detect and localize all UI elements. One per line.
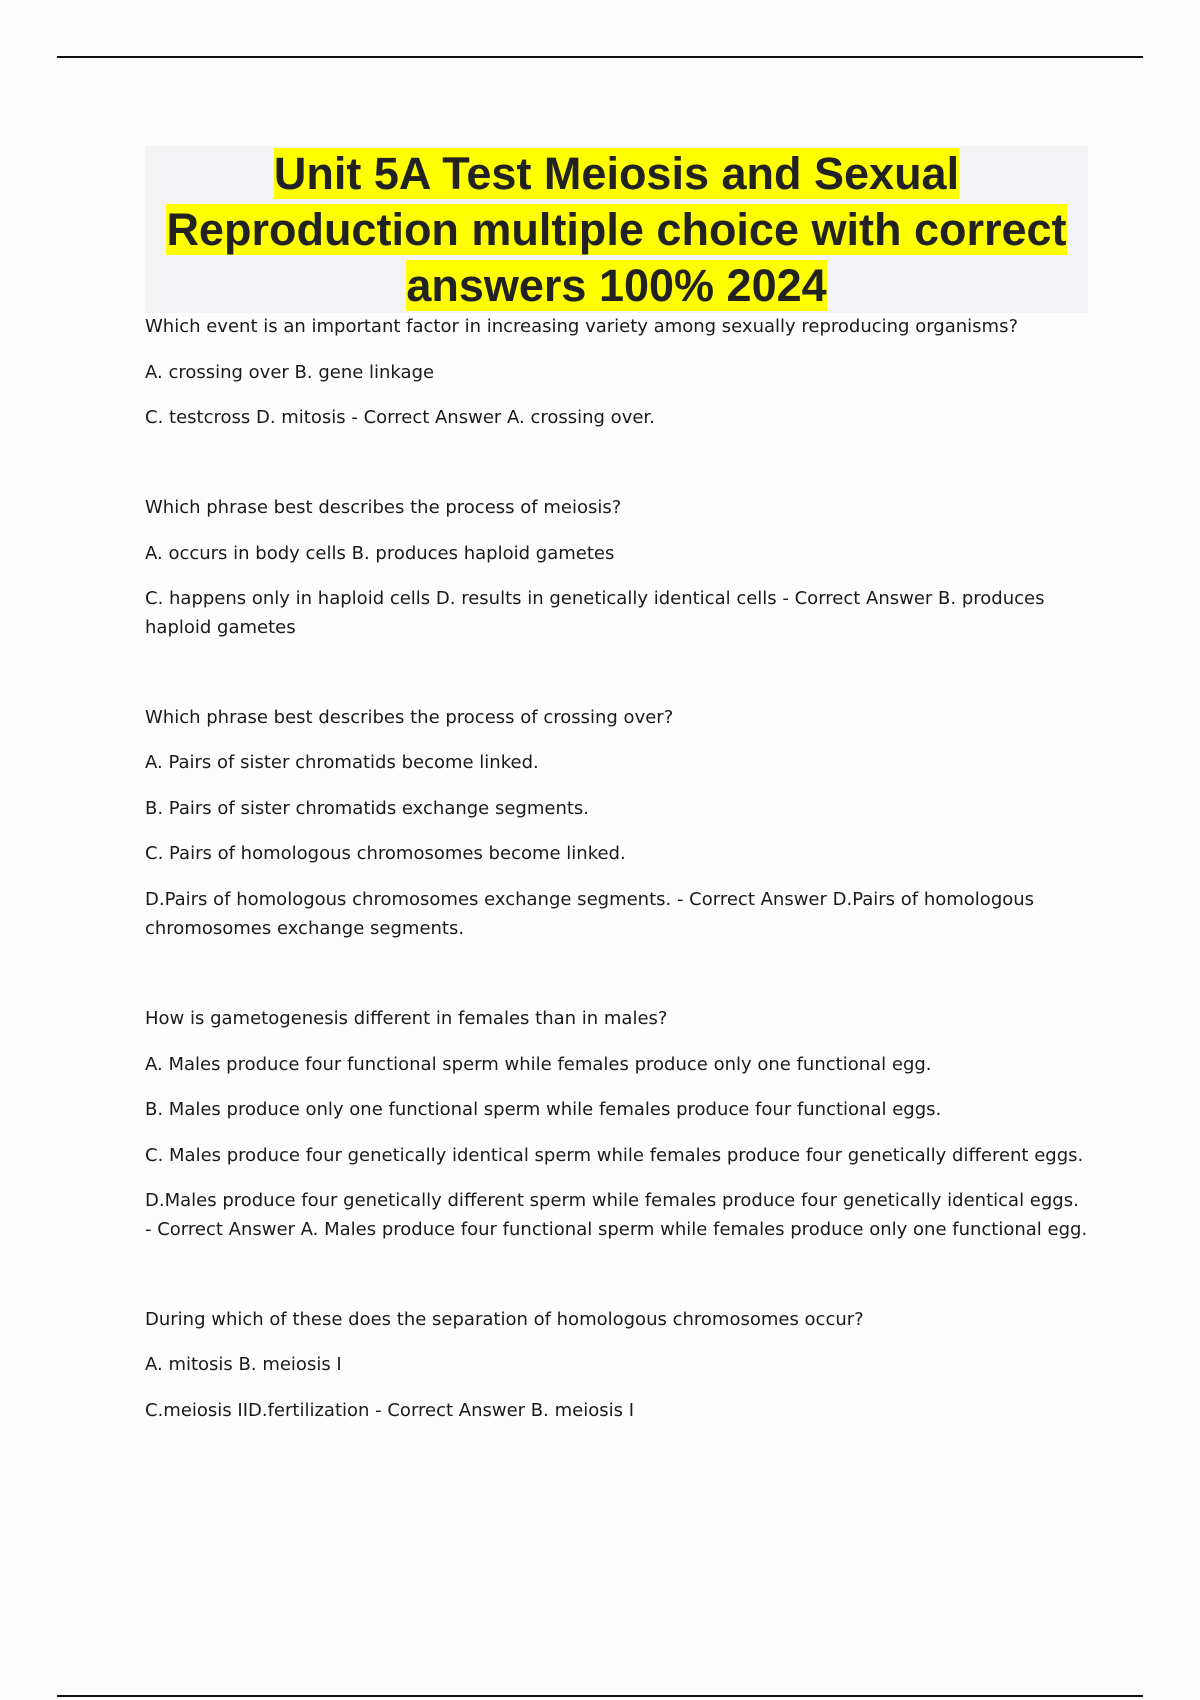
answer-line: D.Pairs of homologous chromosomes exchange segments. - Correct Answer D.Pairs of homologous chromosomes exchange segments.: [145, 889, 1035, 939]
answer-line: A. crossing over B. gene linkage: [145, 362, 435, 383]
question-text: During which of these does the separation of homologous chromosomes occur?: [145, 1309, 864, 1330]
answer-line: B. Pairs of sister chromatids exchange segments.: [145, 798, 590, 819]
top-rule: [57, 56, 1143, 58]
answer-line: D.Males produce four genetically different sperm while females produce four genetically identical eggs. - Correct Answer A. Males produce four functional sperm while females produce only one functional egg.: [145, 1190, 1088, 1240]
answer-line: C. happens only in haploid cells D. results in genetically identical cells - Correct Answer B. produces haploid gametes: [145, 588, 1045, 638]
answer-line: C. testcross D. mitosis - Correct Answer A. crossing over.: [145, 407, 655, 428]
question-text: How is gametogenesis different in females than in males?: [145, 1008, 668, 1029]
document-title-text: Unit 5A Test Meiosis and Sexual Reproduction multiple choice with correct answers 100% 2024: [166, 148, 1067, 311]
answer-line: C.meiosis IID.fertilization - Correct Answer B. meiosis I: [145, 1400, 634, 1421]
answer-line: A. mitosis B. meiosis I: [145, 1354, 342, 1375]
answer-line: A. Males produce four functional sperm while females produce only one functional egg.: [145, 1054, 932, 1075]
answer-line: B. Males produce only one functional sperm while females produce four functional eggs.: [145, 1099, 942, 1120]
document-body: [145, 312, 1090, 1425]
answer-line: C. Males produce four genetically identical sperm while females produce four genetically different eggs.: [145, 1145, 1084, 1166]
question-text: Which phrase best describes the process of meiosis?: [145, 497, 622, 518]
document-title: [145, 146, 1088, 314]
question-text: Which phrase best describes the process of crossing over?: [145, 707, 674, 728]
bottom-rule: [57, 1695, 1143, 1697]
answer-line: C. Pairs of homologous chromosomes become linked.: [145, 843, 626, 864]
answer-line: A. occurs in body cells B. produces haploid gametes: [145, 543, 615, 564]
question-text: Which event is an important factor in increasing variety among sexually reproducing organisms?: [145, 316, 1019, 337]
answer-line: A. Pairs of sister chromatids become linked.: [145, 752, 539, 773]
title-block: [145, 146, 1088, 313]
